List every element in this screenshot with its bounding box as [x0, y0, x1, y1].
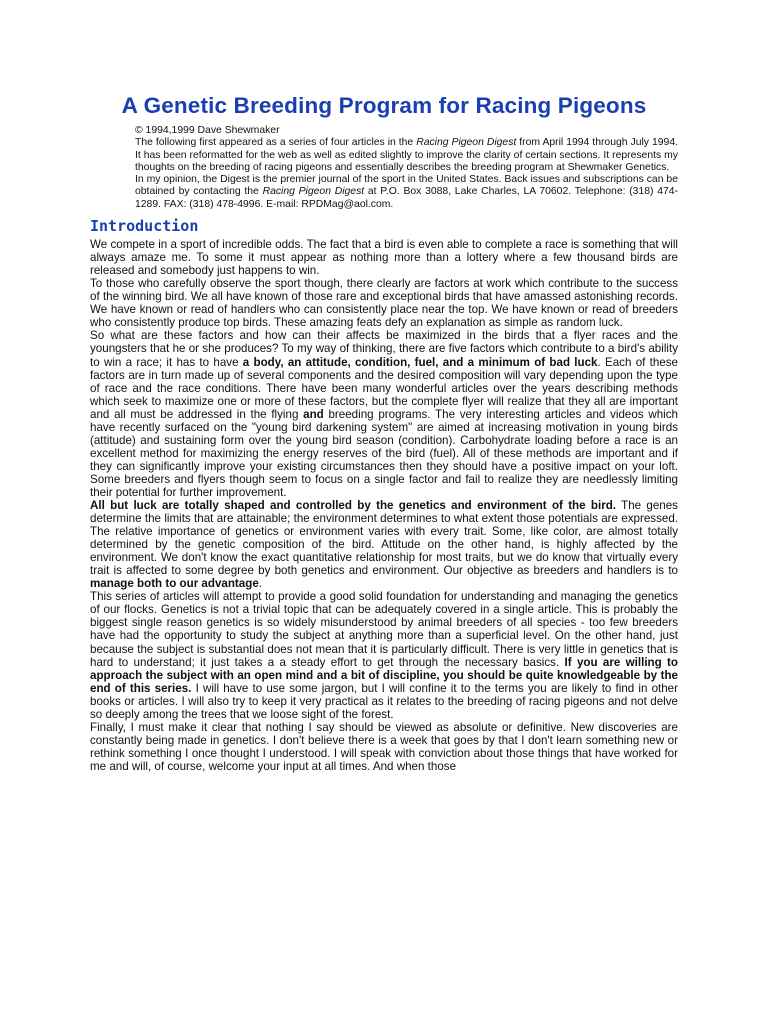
body-paragraph: [90, 329, 678, 499]
paragraph-text: The genes determine the limits that are attainable; the environment determines to what extent those potentials are expressed. The relative importance of genetics or environment varies with every trait. Some, like color, are almost totally determined by the genetic composition of the bird. Attitude on the other hand, is highly affected by the environment. We don't know the exact quantitative relationship for most traits, but we do know that virtually every trait is affected to some degree by both genetics and environment. Our objective as breeders and handlers is to: [90, 499, 678, 578]
copyright-line: © 1994,1999 Dave Shewmaker: [135, 125, 280, 136]
body-paragraph: [90, 277, 678, 329]
emphasis-text: All but luck are totally shaped and controlled by the genetics and environment of the bird.: [90, 499, 617, 513]
body-paragraph: [90, 499, 678, 590]
emphasis-text: If you are willing to approach the subject with an open mind and a bit of discipline, you should be quite knowledgeable by the end of this series.: [90, 655, 679, 695]
introduction-body: [90, 238, 678, 773]
preface-text: at P.O. Box 3088, Lake Charles, LA 70602. Telephone: (318) 474-1289. FAX: (318) 478-4996. E-mail: RPDMag@aol.com.: [135, 186, 679, 210]
document-page: [90, 92, 678, 773]
preface-paragraph: [135, 174, 678, 211]
paragraph-text: This series of articles will attempt to provide a good solid foundation for understanding and managing the genetics of our flocks. Genetics is not a trivial topic that can be adequately covered in a single article. This is probably the biggest single reason genetics is so widely misunderstood by animal breeders of all species - too few breeders have had the opportunity to study the subject at anything more than a superficial level. On the other hand, just because the subject is substantial does not mean that it is particularly difficult. There is very little in genetics that is hard to understand; it just takes a a steady effort to get through the necessary basics.: [90, 590, 678, 669]
body-paragraph: [90, 590, 678, 720]
publication-title: Racing Pigeon Digest: [262, 186, 365, 198]
publication-title: Racing Pigeon Digest: [416, 137, 517, 149]
body-paragraph: [90, 721, 678, 773]
section-heading-introduction: Introduction: [90, 217, 199, 236]
paragraph-text: Finally, I must make it clear that nothing I say should be viewed as absolute or definitive. New discoveries are constantly being made in genetics. I don't believe there is a week that goes by that I don't learn something new or rethink something I once thought I understood. I will speak with conviction about those things that have worked for me and will, of course, welcome your input at all times. And when those: [90, 720, 678, 773]
preface-paragraph: [135, 137, 678, 174]
paragraph-text: I will have to use some jargon, but I will confine it to the terms you are likely to find in other books or articles. I will also try to keep it very practical as it relates to the breeding of racing pigeons and not delve so deeply among the trees that we loose sight of the forest.: [90, 681, 678, 721]
document-title: A Genetic Breeding Program for Racing Pigeons: [121, 93, 647, 118]
preface-text: from April 1994 through July 1994. It has been reformatted for the web as well as edited slightly to improve the clarity of certain sections. It represents my thoughts on the breeding of racing pigeons and essentially describes the breeding program at Shewmaker Genetics.: [135, 137, 678, 173]
emphasis-text: manage both to our advantage: [90, 577, 259, 591]
paragraph-text: .: [258, 577, 263, 591]
paragraph-text: To those who carefully observe the sport though, there clearly are factors at work which contribute to the success of the winning bird. We all have known of those rare and exceptional birds that have amassed astonishing records. We have known or read of handlers who can consistently place near the top. We have known or read of breeders who consistently produce top birds. These amazing feats defy an explanation as simple as random luck.: [90, 277, 678, 330]
paragraph-text: So what are these factors and how can their affects be maximized in the birds that a flyer races and the youngsters that he or she produces? To my way of thinking, there are five factors which contribute to a bird's ability to win a race; it has to have: [90, 329, 678, 369]
paragraph-text: We compete in a sport of incredible odds. The fact that a bird is even able to complete a race is something that will always amaze me. To some it must appear as nothing more than a lottery where a few thousand birds are released and somebody just happens to win.: [90, 238, 678, 278]
paragraph-text: . Each of these factors are in turn made up of several components and the desired composition will vary depending upon the type of race and the race conditions. There have been many wonderful articles over the years describing methods which seek to maximize one or more of these factors, but the complete flyer will realize that they all are important and all must be addressed in the flying: [90, 355, 679, 421]
emphasis-text: and: [303, 407, 324, 421]
body-paragraph: [90, 238, 678, 277]
preface-paragraphs: [135, 137, 678, 211]
preface-block: [135, 125, 678, 211]
preface-text: The following first appeared as a series of four articles in the: [135, 137, 417, 149]
preface-text: In my opinion, the Digest is the premier journal of the sport in the United States. Back issues and subscriptions can be obtained by contacting the: [135, 174, 678, 198]
emphasis-text: a body, an attitude, condition, fuel, and a minimum of bad luck: [242, 355, 598, 369]
paragraph-text: breeding programs. The very interesting articles and videos which have recently surfaced on the "young bird darkening system" are aimed at increasing motivation in young birds (attitude) and sustaining form over the young bird season (condition). Carbohydrate loading before a race is an excellent method for maximizing the energy reserves of the bird (fuel). All of these methods are important and if they can significantly improve your existing circumstances then they should have a positive impact on your loft. Some breeders and flyers though seem to focus on a single factor and fail to realize they are needlessly limiting their potential for further improvement.: [90, 407, 678, 499]
